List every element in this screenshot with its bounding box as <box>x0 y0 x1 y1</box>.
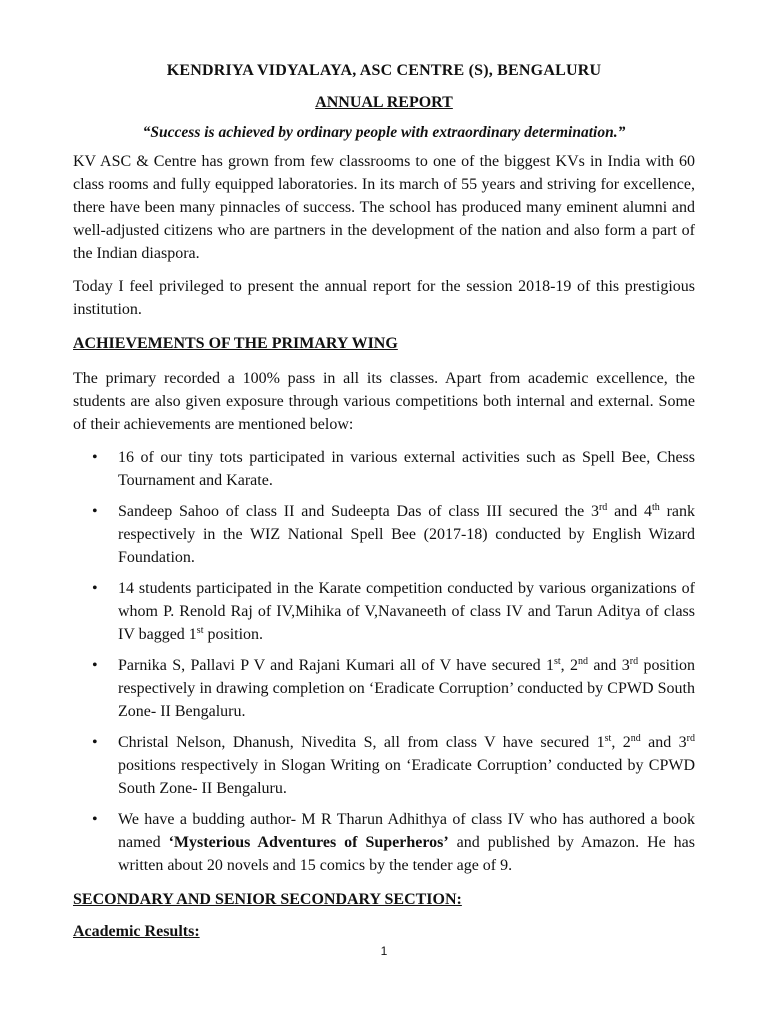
list-item: • 16 of our tiny tots participated in various external activities such as Spell Bee, Chess Tournament and Karate. <box>118 446 695 492</box>
primary-wing-heading: ACHIEVEMENTS OF THE PRIMARY WING <box>73 335 398 352</box>
achievements-list <box>73 446 695 877</box>
list-item: • Christal Nelson, Dhanush, Nivedita S, all from class V have secured 1st, 2nd and 3rd positions respectively in Slogan Writing on ‘Eradicate Corruption’ conducted by CPWD South Zone- II Bengaluru. <box>118 731 695 800</box>
quote: “Success is achieved by ordinary people with extraordinary determination.” <box>142 124 626 141</box>
list-item: • We have a budding author- M R Tharun Adhithya of class IV who has authored a book named ‘Mysterious Adventures of Superheros’ and published by Amazon. He has written about 20 novels and 15 comics by the tender age of 9. <box>118 808 695 877</box>
academic-results-heading: Academic Results: <box>73 923 200 940</box>
secondary-section-heading: SECONDARY AND SENIOR SECONDARY SECTION: <box>73 891 462 908</box>
privilege-paragraph: Today I feel privileged to present the annual report for the session 2018-19 of this prestigious institution. <box>73 278 695 318</box>
primary-intro-paragraph: The primary recorded a 100% pass in all its classes. Apart from academic excellence, the students are also given exposure through various competitions both internal and external. Some of their achievements are mentioned below: <box>73 370 695 433</box>
report-title: ANNUAL REPORT <box>315 94 453 111</box>
list-item: • 14 students participated in the Karate competition conducted by various organizations of whom P. Renold Raj of IV,Mihika of V,Navaneeth of class IV and Tarun Aditya of class IV bagged 1st position. <box>118 577 695 646</box>
intro-paragraph: KV ASC & Centre has grown from few classrooms to one of the biggest KVs in India with 60 class rooms and fully equipped laboratories. In its march of 55 years and striving for excellence, there have been many pinnacles of success. The school has produced many eminent alumni and well-adjusted citizens who are partners in the development of the nation and also form a part of the Indian diaspora. <box>73 153 695 262</box>
list-item: • Parnika S, Pallavi P V and Rajani Kumari all of V have secured 1st, 2nd and 3rd position respectively in drawing completion on ‘Eradicate Corruption’ conducted by CPWD South Zone- II Bengaluru. <box>118 654 695 723</box>
book-title: ‘Mysterious Adventures of Superheros’ <box>168 834 449 851</box>
page-number: 1 <box>380 944 388 958</box>
list-item: • Sandeep Sahoo of class II and Sudeepta Das of class III secured the 3rd and 4th rank respectively in the WIZ National Spell Bee (2017-18) conducted by English Wizard Foundation. <box>118 500 695 569</box>
school-title: KENDRIYA VIDYALAYA, ASC CENTRE (S), BENGALURU <box>166 62 602 79</box>
